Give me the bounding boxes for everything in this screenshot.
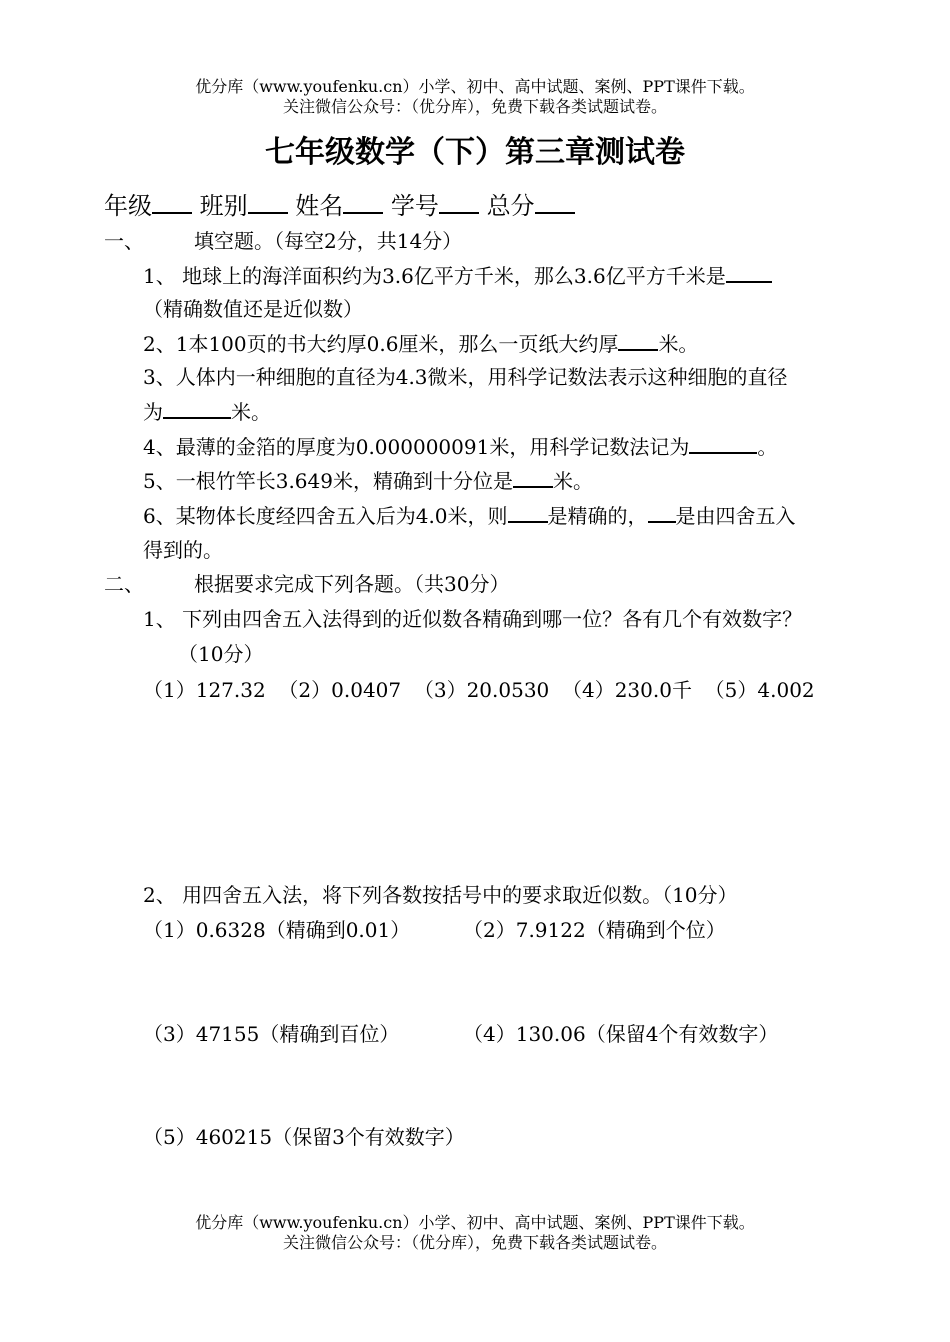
s1-q2-text: 2、1本100页的书大约厚0.6厘米，那么一页纸大约厚 bbox=[143, 332, 619, 356]
name-blank[interactable] bbox=[343, 189, 383, 214]
total-label: 总分 bbox=[486, 191, 535, 220]
section2-heading bbox=[104, 571, 509, 597]
section1-heading bbox=[104, 228, 462, 254]
s1-q2-unit: 米。 bbox=[658, 332, 699, 356]
s1-question-3: 3、人体内一种细胞的直径为4.3微米，用科学记数法表示这种细胞的直径 bbox=[143, 365, 788, 389]
s2-question-1-items: （1）127.32 （2）0.0407 （3）20.0530 （4）230.0千 （5）4.002 bbox=[143, 678, 815, 702]
s2-q2-item-4: （4）130.06（保留4个有效数字） bbox=[463, 1022, 779, 1046]
s1-question-1 bbox=[143, 262, 772, 289]
student-info-row bbox=[104, 189, 575, 222]
s1-q6-mid: 是精确的， bbox=[547, 504, 648, 528]
footer-line-1: 优分库（www.youfenku.cn）小学、初中、高中试题、案例、PPT课件下载。 bbox=[195, 1213, 755, 1232]
header-line-1: 优分库（www.youfenku.cn）小学、初中、高中试题、案例、PPT课件下载。 bbox=[195, 77, 755, 96]
s2-q2-item-2: （2）7.9122（精确到个位） bbox=[463, 918, 726, 942]
s1-q4-blank[interactable] bbox=[689, 433, 757, 454]
s1-question-6-cont: 得到的。 bbox=[143, 538, 223, 562]
page-title: 七年级数学（下）第三章测试卷 bbox=[265, 135, 685, 170]
s1-q2-blank[interactable] bbox=[618, 330, 658, 351]
s1-q6-blank-2[interactable] bbox=[648, 502, 676, 523]
class-blank[interactable] bbox=[248, 189, 288, 214]
s1-q5-blank[interactable] bbox=[513, 467, 553, 488]
s1-question-3-cont bbox=[143, 398, 271, 425]
s1-q3-unit: 米。 bbox=[231, 400, 271, 424]
s1-q6-end: 是由四舍五入 bbox=[675, 504, 796, 528]
number-blank[interactable] bbox=[439, 189, 479, 214]
grade-label: 年级 bbox=[104, 191, 152, 220]
s1-question-6 bbox=[143, 502, 796, 529]
s1-q6-text: 6、某物体长度经四舍五入后为4.0米，则 bbox=[143, 504, 508, 528]
s1-q3-prefix: 为 bbox=[143, 400, 163, 424]
section2-title: 根据要求完成下列各题。（共30分） bbox=[194, 572, 510, 596]
s1-question-1-cont: （精确数值还是近似数） bbox=[143, 297, 363, 321]
s2-q2-item-1: （1）0.6328（精确到0.01） bbox=[143, 918, 411, 942]
footer-line-2: 关注微信公众号：（优分库），免费下载各类试题试卷。 bbox=[282, 1233, 667, 1252]
s1-q3-blank[interactable] bbox=[163, 398, 231, 419]
s2-question-2: 2、 用四舍五入法，将下列各数按括号中的要求取近似数。（10分） bbox=[143, 883, 738, 907]
s1-q1-blank[interactable] bbox=[726, 262, 772, 283]
s2-q2-item-5: （5）460215（保留3个有效数字） bbox=[143, 1125, 465, 1149]
total-blank[interactable] bbox=[535, 189, 575, 214]
header-line-2: 关注微信公众号：（优分库），免费下载各类试题试卷。 bbox=[282, 97, 667, 116]
s2-q2-item-3: （3）47155（精确到百位） bbox=[143, 1022, 400, 1046]
s1-q5-unit: 米。 bbox=[552, 469, 593, 493]
class-label: 班别 bbox=[199, 191, 248, 220]
s1-q5-text: 5、一根竹竿长3.649米，精确到十分位是 bbox=[143, 469, 513, 493]
name-label: 姓名 bbox=[295, 191, 344, 220]
section2-number: 二、 bbox=[104, 572, 144, 596]
s1-q6-blank-1[interactable] bbox=[508, 502, 548, 523]
s1-q4-end: 。 bbox=[757, 435, 778, 459]
s2-question-1-points: （10分） bbox=[178, 642, 264, 666]
s1-question-5 bbox=[143, 467, 593, 494]
grade-blank[interactable] bbox=[152, 189, 192, 214]
s1-question-4 bbox=[143, 433, 777, 460]
s1-q4-text: 4、最薄的金箔的厚度为0.000000091米，用科学记数法记为 bbox=[143, 435, 690, 459]
section1-title: 填空题。（每空2分，共14分） bbox=[194, 229, 463, 253]
s1-question-2 bbox=[143, 330, 698, 357]
s2-question-1: 1、 下列由四舍五入法得到的近似数各精确到哪一位？各有几个有效数字？ bbox=[143, 607, 803, 631]
number-label: 学号 bbox=[390, 191, 439, 220]
section1-number: 一、 bbox=[104, 229, 144, 253]
s1-q1-text: 1、 地球上的海洋面积约为3.6亿平方千米，那么3.6亿平方千米是 bbox=[143, 264, 726, 288]
